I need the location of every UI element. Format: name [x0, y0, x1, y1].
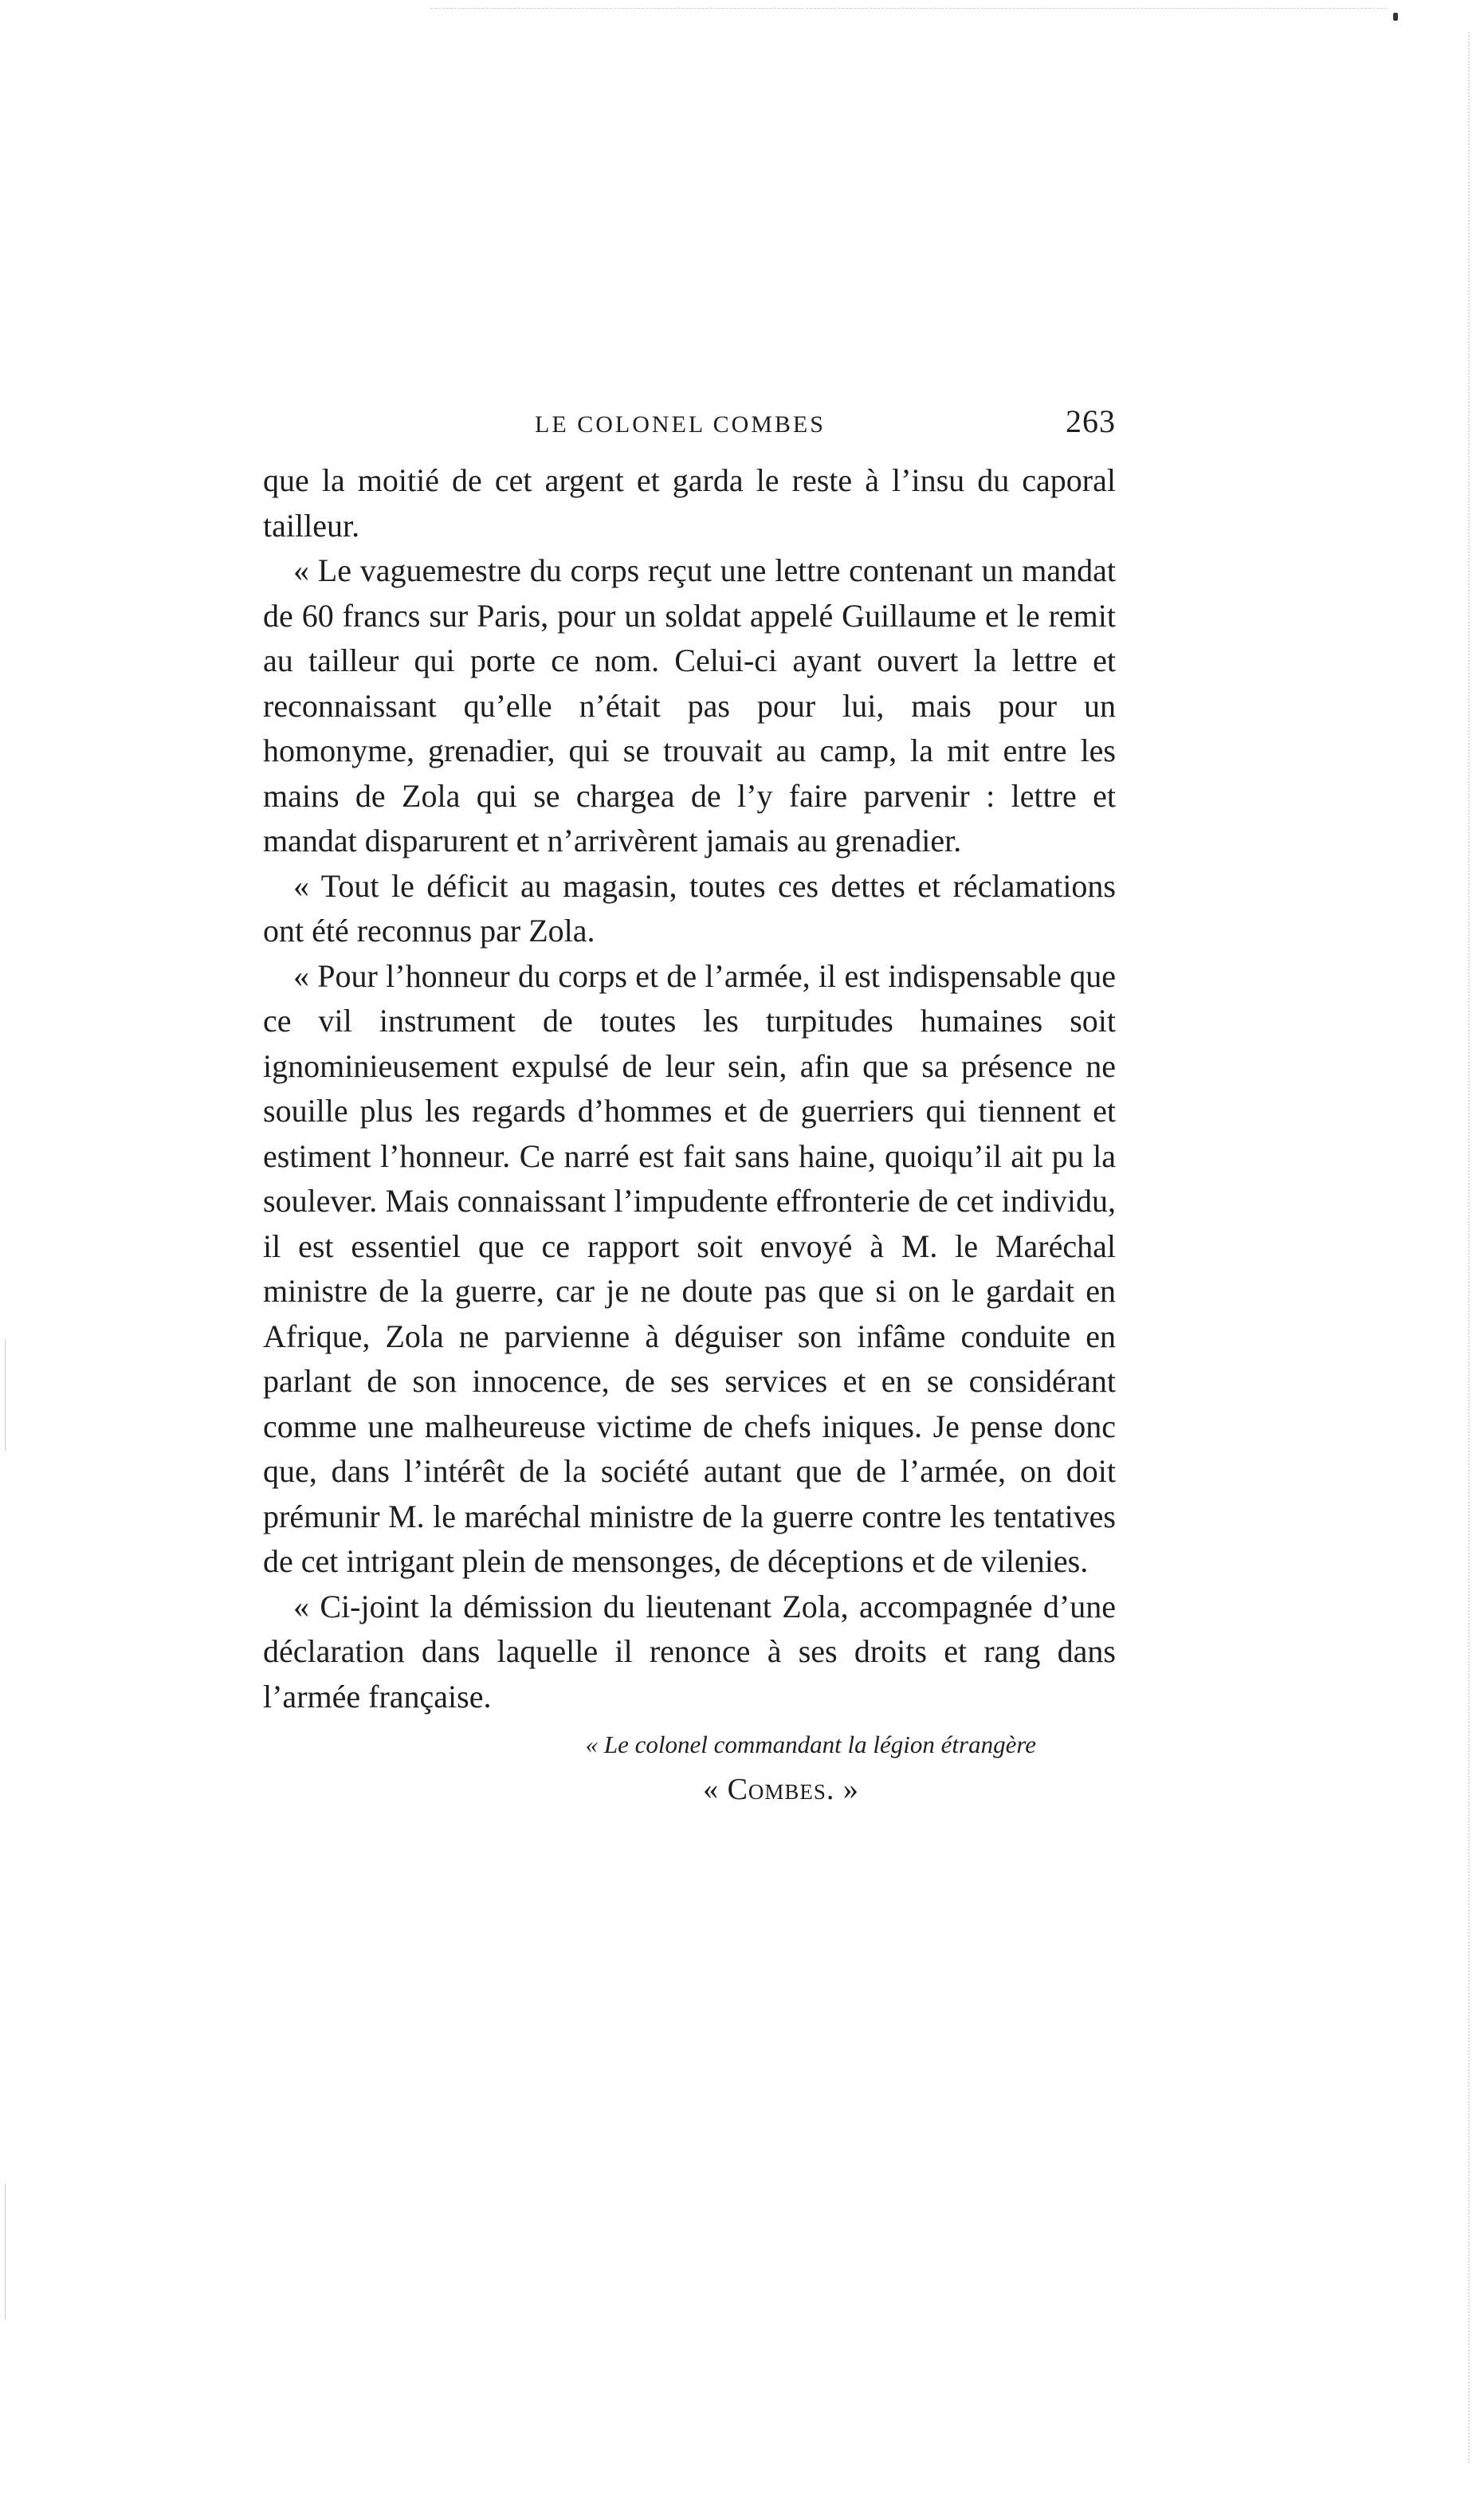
paragraph: que la moitié de cet argent et garda le reste à l’insu du caporal tailleur. — [263, 462, 1116, 544]
signature-name: « Combes. » — [703, 1773, 859, 1806]
paragraph: « Pour l’honneur du corps et de l’armée, il est indispensable que ce vil instrument de toutes les turpitudes humaines soit ignominieusement expulsé de leur sein, afin que sa présence ne souille plus les regards d’hommes et de guerriers qui tiennent et estiment l’honneur. Ce narré est fait sans haine, quoiqu’il ait pu la soulever. Mais connaissant l’impudente effronterie de cet individu, il est essentiel que ce rapport soit envoyé à M. le Maréchal ministre de la guerre, car je ne doute pas que si on le gardait en Afrique, Zola ne parvienne à déguiser son infâme conduite en parlant de son innocence, de ses services et en se considérant comme une malheureuse victime de chefs iniques. Je pense donc que, dans l’intérêt de la société autant que de l’armée, on doit prémunir M. le maréchal ministre de la guerre contre les tentatives de cet intrigant plein de mensonges, de déceptions et de vilenies. — [263, 957, 1116, 1579]
paragraph: « Le vaguemestre du corps reçut une lettre contenant un mandat de 60 francs sur Paris, pour un soldat appelé Guillaume et le remit au tailleur qui porte ce nom. Celui-ci ayant ouvert la lettre et reconnaissant qu’elle n’était pas pour lui, mais pour un homonyme, grenadier, qui se trouvait au camp, la mit entre les mains de Zola qui se chargea de l’y faire parvenir : lettre et mandat disparurent et n’arrivèrent jamais au grenadier. — [263, 552, 1116, 858]
scan-edge-top — [430, 8, 1387, 10]
running-head — [263, 403, 1116, 458]
text-block — [263, 403, 1116, 1813]
page-number: 263 — [1066, 403, 1116, 439]
scan-edge-left — [5, 2184, 6, 2320]
paragraph: « Ci-joint la démission du lieutenant Zola, accompagnée d’une déclaration dans laquelle il renonce à ses droits et rang dans l’armée française. — [263, 1588, 1116, 1715]
scan-edge-right — [1466, 32, 1470, 2463]
signature-title: « Le colonel commandant la légion étrangère — [585, 1730, 1036, 1758]
scan-edge-left — [5, 1339, 6, 1451]
paragraph: « Tout le déficit au magasin, toutes ces dettes et réclamations ont été reconnus par Zola. — [263, 867, 1116, 949]
running-title: LE COLONEL COMBES — [535, 411, 826, 438]
scan-speck — [1393, 13, 1398, 21]
